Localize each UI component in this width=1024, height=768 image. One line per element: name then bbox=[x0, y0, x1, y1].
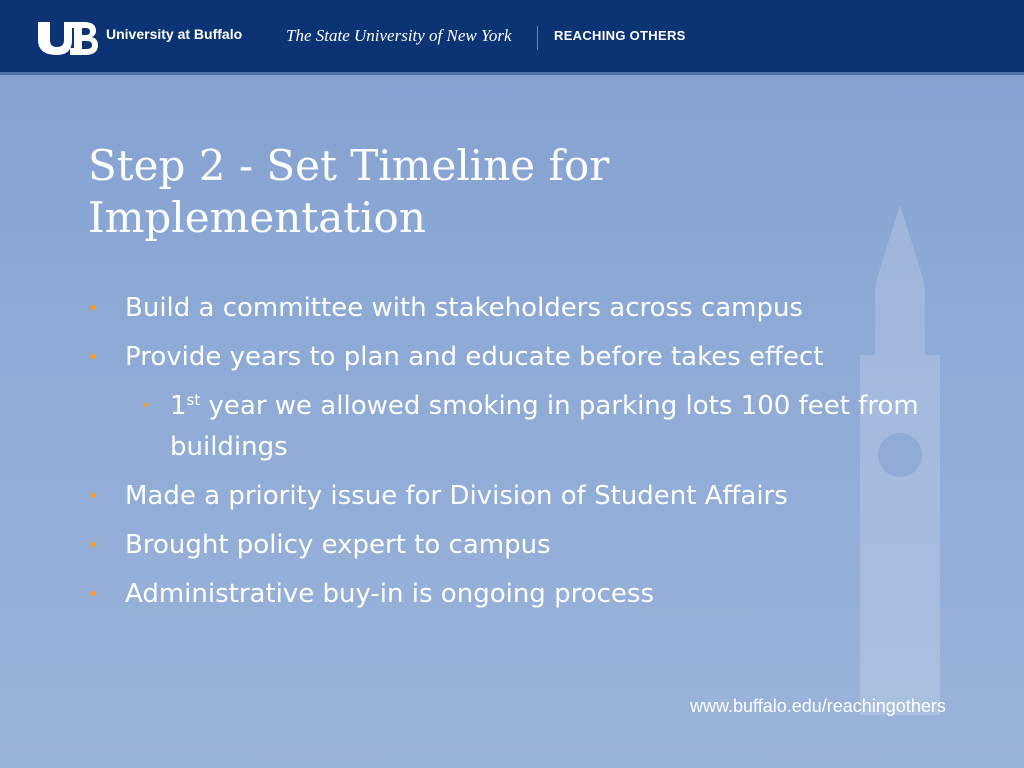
bullet-text: Build a committee with stakeholders across campus bbox=[125, 293, 803, 323]
university-tagline: The State University of New York bbox=[286, 26, 512, 45]
bullet-text: Provide years to plan and educate before takes effect bbox=[125, 342, 824, 372]
header-divider bbox=[537, 26, 538, 50]
slide-title: Step 2 - Set Timeline for Implementation bbox=[88, 141, 610, 242]
bullet-icon: • bbox=[88, 584, 99, 605]
bullet-item bbox=[88, 574, 948, 615]
footer-url[interactable]: www.buffalo.edu/reachingothers bbox=[690, 696, 946, 716]
ub-logo-icon bbox=[36, 18, 98, 58]
bullet-text: Made a priority issue for Division of Student Affairs bbox=[125, 481, 788, 511]
bullet-list bbox=[88, 288, 948, 623]
bullet-item bbox=[88, 476, 948, 517]
bullet-icon: • bbox=[142, 398, 151, 414]
header-bar bbox=[0, 0, 1024, 72]
bullet-text: Administrative buy-in is ongoing process bbox=[125, 579, 654, 609]
bullet-item bbox=[88, 288, 948, 329]
bullet-item bbox=[88, 525, 948, 566]
bullet-icon: • bbox=[88, 347, 99, 368]
bullet-icon: • bbox=[88, 535, 99, 556]
campaign-label: REACHING OTHERS bbox=[554, 28, 686, 43]
bullet-icon: • bbox=[88, 298, 99, 319]
sub-bullet-item bbox=[88, 386, 948, 468]
bullet-icon: • bbox=[88, 486, 99, 507]
bullet-item bbox=[88, 337, 948, 378]
sub-bullet-ordinal-suffix: st bbox=[186, 391, 201, 409]
sub-bullet-ordinal: 1 bbox=[170, 391, 187, 421]
sub-bullet-text: year we allowed smoking in parking lots 100 feet from buildings bbox=[170, 391, 919, 462]
university-name: University at Buffalo bbox=[106, 26, 243, 42]
bullet-text: Brought policy expert to campus bbox=[125, 530, 551, 560]
